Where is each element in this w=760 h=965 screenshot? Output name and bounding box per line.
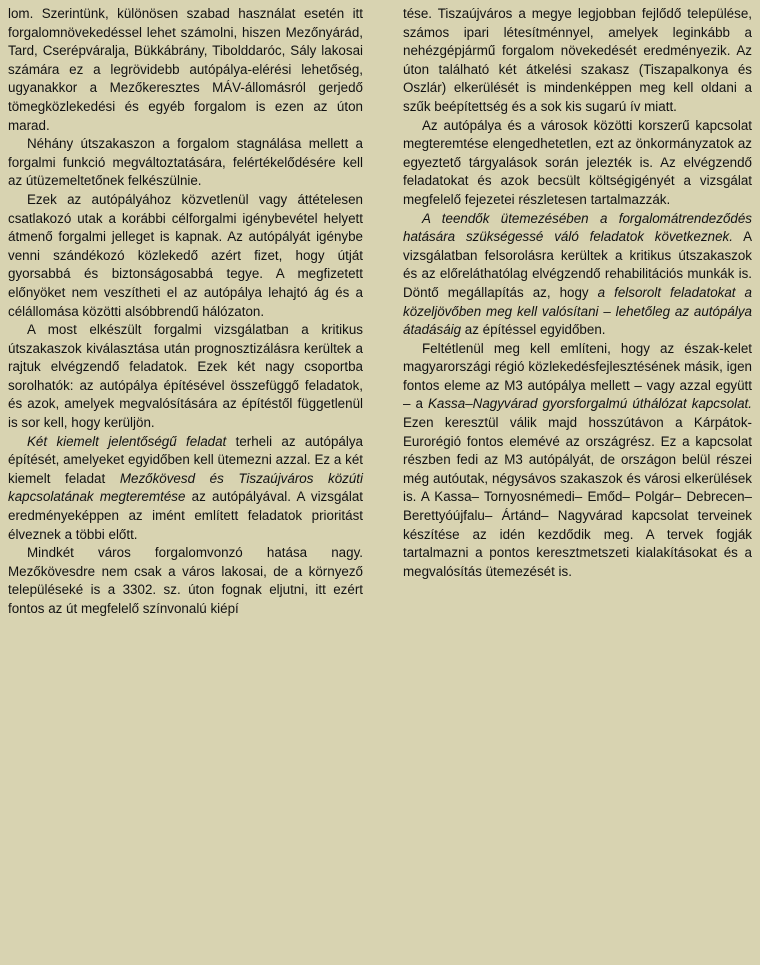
- paragraph-text: A vizsgálatban felsorolásra kerültek a kritikus útszakaszok és az előreláthatólag elvégzendő rehabilitációs munkák is. Döntő megállapítás az, hogy: [403, 229, 753, 300]
- paragraph-text: Ezen keresztül válik majd hosszútávon a Kárpátok-Eurorégió fontos elemévé az országrész. Ez a kapcsolat részben fedi az M3 autópályát, de országon belül részei még autóutak, négysávos szakaszok és városi elkerülések is. A Kassa– Tornyosnémedi– Emőd– Polgár– Debrecen– Berettyóújfalu– Ártánd– Nagyvárad kapcsolat terveinek készítése az idén kezdődik meg. A tervek fogják tartalmazni a pontos keresztmetszeti kialakításokat és a megvalósítás ütemezését is.: [403, 415, 752, 579]
- paragraph: Ezek az autópályához közvetlenül vagy áttételesen csatlakozó utak a korábbi célforgalmi igénybevétel helyett átmenő forgalmi jelleget is kapnak. Az autópályát igénybe venni szándékozó közlekedő azért fizet, hogy útját gyorsabbá és biztonságosabbá tegye. A megfizetett előnyöket nem veszítheti el az autópálya lehajtó ág és a célállomása közötti alsóbbrendű hálózaton.: [8, 191, 363, 319]
- emphasis-text: A teendők ütemezésében a forgalomátrendeződés hatására szükségessé váló feladatok következnek.: [403, 210, 752, 245]
- paragraph: A most elkészült forgalmi vizsgálatban a kritikus útszakaszok kiválasztása után prognosztizálásra kerültek a rajtuk elvégzendő feladatok. Ezek két nagy csoportba sorolhatók: az autópálya építésével összefüggő feladatok, és azok, amelyek megvalósítására az építéstől függetlenül is sor kell, hogy kerüljön.: [8, 322, 363, 431]
- emphasis-text: a felsorolt feladatokat a közeljövőben meg kell valósítani – lehetőleg az autópálya átadásáig: [403, 284, 752, 338]
- paragraph: Néhány útszakaszon a forgalom stagnálása mellett a forgalmi funkció megváltoztatására, felértékelődésére kell az útüzemeltetőnek felkészülnie.: [8, 136, 363, 189]
- paragraph-text: az autópályával. A vizsgálat eredményeképpen az imént említett feladatok prioritást élveznek a többi előtt.: [8, 489, 363, 542]
- emphasis-text: Mezőkövesd és Tiszaújváros közúti kapcsolatának megteremtése: [8, 470, 364, 505]
- paragraph: [403, 340, 752, 582]
- paragraph: Az autópálya és a városok közötti korszerű kapcsolat megteremtése elengedhetetlen, ezt az önkormányzatok az egyeztető tárgyalások során jelezték is. Az elvégzendő feladatokat és azok becsült költségigényét a vizsgálat megfelelő fejezetei részletesen tartalmazzák.: [403, 117, 752, 207]
- paragraph-text: Feltétlenül meg kell említeni, hogy az észak-kelet magyarországi régió közlekedésfejlesztésének másik, igen fontos eleme az M3 autópálya mellett – vagy azzal együtt – a: [403, 340, 752, 412]
- paragraph: [403, 210, 752, 340]
- right-column: [403, 5, 752, 581]
- paragraph-text: terheli az autópálya építését, amelyeket egyidőben kell ütemezni azzal. Ez a két kiemelt feladat: [8, 433, 363, 486]
- left-column: [8, 5, 363, 619]
- paragraph-text: az építéssel egyidőben.: [461, 322, 606, 338]
- emphasis-text: Két kiemelt jelentőségű feladat: [27, 433, 227, 449]
- emphasis-text: Kassa–Nagyvárad gyorsforgalmú úthálózat kapcsolat.: [427, 396, 753, 412]
- paragraph: Mindkét város forgalomvonzó hatása nagy. Mezőkövesdre nem csak a város lakosai, de a környező településeké is a 3302. sz. úton fognak eljutni, itt ezért fontos az út megfelelő színvonalú kiépí: [8, 545, 363, 616]
- paragraph: [8, 433, 363, 545]
- paragraph: tése. Tiszaújváros a megye legjobban fejlődő települése, számos ipari létesítménnyel, amelyek leginkább a nehézgépjármű forgalom növekedését eredményezik. Az úton található két átkelési szakasz (Tiszapalkonya és Oszlár) elkerülését is mindenképpen meg kell oldani a szűk beépítettség és a sok kis sugarú ív miatt.: [403, 6, 752, 114]
- paragraph: lom. Szerintünk, különösen szabad használat esetén itt forgalomnövekedéssel lehet számolni, hiszen Mezőnyárád, Tard, Cserépváralja, Bükkábrány, Tibolddaróc, Sály lakosai számára ez a legrövidebb autópálya-elérési lehetőség, ugyanakkor a Mezőkeresztes MÁV-állomásról gerjedő tömegközlekedési és egyéb forgalom is ezen az úton marad.: [8, 6, 363, 133]
